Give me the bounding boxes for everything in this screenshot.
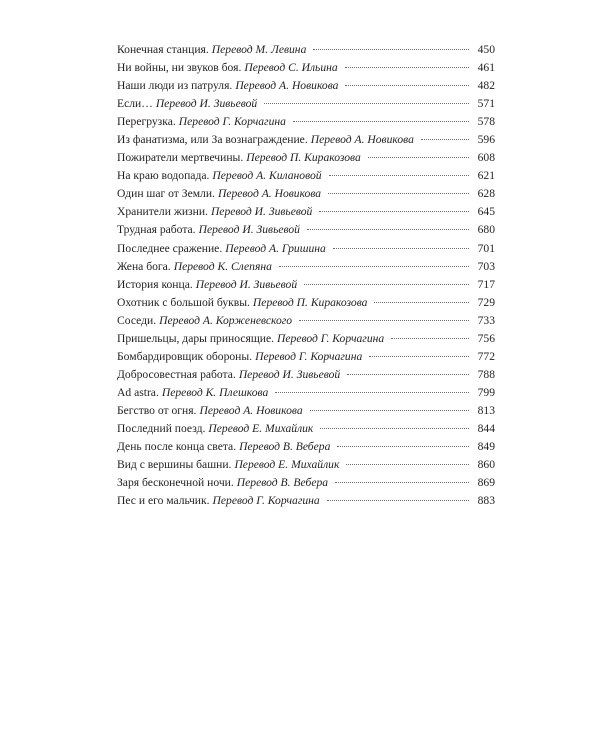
dot-leader — [293, 121, 469, 122]
entry-title: Пришельцы, дары приносящие. — [117, 331, 274, 345]
entry-title: Бомбардировщик обороны. — [117, 349, 253, 363]
entry-translator: Перевод К. Слепяна — [173, 259, 272, 273]
entry-translator: Перевод П. Киракозова — [252, 295, 368, 309]
toc-entry — [117, 185, 495, 203]
entry-title: Ни войны, ни звуков боя. — [117, 61, 242, 75]
dot-leader — [264, 103, 469, 104]
entry-title: Хранители жизни. — [117, 205, 208, 219]
entry-translator: Перевод А. Новикова — [310, 133, 414, 147]
entry-page-number: 461 — [477, 61, 495, 75]
dot-leader — [320, 428, 469, 429]
entry-title: Охотник с большой буквы. — [117, 295, 250, 309]
dot-leader — [345, 85, 469, 86]
entry-translator: Перевод А. Корженевского — [159, 313, 293, 327]
dot-leader — [421, 139, 469, 140]
dot-leader — [345, 67, 469, 68]
entry-title: Бегство от огня. — [117, 403, 197, 417]
toc-entry — [117, 95, 495, 113]
dot-leader — [327, 500, 469, 501]
entry-page-number: 571 — [477, 97, 495, 111]
entry-translator: Перевод Г. Корчагина — [178, 115, 286, 129]
entry-translator: Перевод М. Левина — [211, 43, 307, 56]
entry-title: Трудная работа. — [117, 223, 196, 237]
dot-leader — [346, 464, 469, 465]
entry-page-number: 733 — [477, 313, 495, 327]
entry-page-number: 450 — [477, 43, 495, 56]
entry-page-number: 703 — [477, 259, 495, 273]
table-of-contents — [117, 41, 495, 510]
toc-entry — [117, 330, 495, 348]
dot-leader — [275, 392, 469, 393]
toc-entry — [117, 41, 495, 59]
dot-leader — [307, 229, 469, 230]
entry-page-number: 621 — [477, 169, 495, 183]
entry-title: Перегрузка. — [117, 115, 176, 129]
entry-translator: Перевод А. Новикова — [199, 403, 303, 417]
entry-page-number: 596 — [477, 133, 495, 147]
dot-leader — [313, 49, 469, 50]
toc-entry — [117, 149, 495, 167]
entry-translator: Перевод С. Ильина — [244, 61, 338, 75]
toc-entry — [117, 221, 495, 239]
toc-entry — [117, 240, 495, 258]
toc-entry — [117, 131, 495, 149]
toc-entry — [117, 294, 495, 312]
dot-leader — [369, 356, 469, 357]
entry-page-number: 799 — [477, 385, 495, 399]
entry-translator: Перевод И. Зивьевой — [155, 97, 258, 111]
entry-translator: Перевод А. Новикова — [235, 79, 339, 93]
entry-title: Последний поезд. — [117, 421, 206, 435]
dot-leader — [299, 320, 469, 321]
entry-page-number: 608 — [477, 151, 495, 165]
toc-entry — [117, 258, 495, 276]
entry-translator: Перевод А. Гришина — [225, 241, 326, 255]
entry-page-number: 729 — [477, 295, 495, 309]
toc-entry — [117, 456, 495, 474]
toc-entry — [117, 59, 495, 77]
dot-leader — [391, 338, 469, 339]
entry-translator: Перевод Е. Михайлик — [234, 458, 340, 472]
entry-title: Один шаг от Земли. — [117, 187, 215, 201]
toc-entry — [117, 492, 495, 510]
dot-leader — [337, 446, 469, 447]
entry-page-number: 788 — [477, 367, 495, 381]
entry-translator: Перевод И. Зивьевой — [198, 223, 300, 237]
dot-leader — [304, 284, 469, 285]
entry-page-number: 482 — [477, 79, 495, 93]
toc-entry — [117, 438, 495, 456]
entry-page-number: 578 — [477, 115, 495, 129]
entry-title: Соседи. — [117, 313, 157, 327]
entry-title: Пожиратели мертвечины. — [117, 151, 244, 165]
entry-page-number: 860 — [477, 458, 495, 472]
entry-page-number: 701 — [477, 241, 495, 255]
entry-page-number: 756 — [477, 331, 495, 345]
toc-entry — [117, 113, 495, 131]
entry-title: Наши люди из патруля. — [117, 79, 233, 93]
entry-translator: Перевод П. Киракозова — [246, 151, 361, 165]
entry-page-number: 849 — [477, 440, 495, 454]
dot-leader — [347, 374, 469, 375]
entry-translator: Перевод К. Плешкова — [161, 385, 269, 399]
toc-entry — [117, 366, 495, 384]
dot-leader — [310, 410, 469, 411]
entry-translator: Перевод В. Вебера — [236, 476, 329, 490]
entry-translator: Перевод А. Килановой — [212, 169, 322, 183]
toc-entry — [117, 167, 495, 185]
toc-entry — [117, 312, 495, 330]
entry-translator: Перевод Г. Корчагина — [277, 331, 385, 345]
dot-leader — [333, 248, 469, 249]
entry-translator: Перевод Г. Корчагина — [212, 494, 320, 508]
entry-translator: Перевод И. Зивьевой — [195, 277, 298, 291]
entry-page-number: 645 — [477, 205, 495, 219]
toc-entry — [117, 474, 495, 492]
entry-page-number: 717 — [477, 277, 495, 291]
dot-leader — [328, 193, 469, 194]
toc-entry — [117, 420, 495, 438]
entry-page-number: 680 — [477, 223, 495, 237]
entry-title: Заря бесконечной ночи. — [117, 476, 234, 490]
entry-page-number: 883 — [477, 494, 495, 508]
toc-entry — [117, 276, 495, 294]
entry-title: Ad astra. — [117, 385, 159, 399]
entry-title: Из фанатизма, или За вознаграждение. — [117, 133, 308, 147]
dot-leader — [374, 302, 469, 303]
entry-title: День после конца света. — [117, 440, 237, 454]
toc-entry — [117, 77, 495, 95]
entry-title: Пес и его мальчик. — [117, 494, 210, 508]
entry-title: Если… — [117, 97, 153, 111]
dot-leader — [279, 266, 469, 267]
entry-title: Жена бога. — [117, 259, 171, 273]
toc-entry — [117, 348, 495, 366]
entry-title: Вид с вершины башни. — [117, 458, 232, 472]
entry-translator: Перевод В. Вебера — [239, 440, 331, 454]
entry-translator: Перевод Г. Корчагина — [255, 349, 363, 363]
entry-title: Последнее сражение. — [117, 241, 223, 255]
entry-page-number: 844 — [477, 421, 495, 435]
toc-entry — [117, 384, 495, 402]
entry-page-number: 772 — [477, 349, 495, 363]
entry-page-number: 813 — [477, 403, 495, 417]
dot-leader — [319, 211, 469, 212]
entry-page-number: 628 — [477, 187, 495, 201]
entry-title: На краю водопада. — [117, 169, 210, 183]
dot-leader — [329, 175, 469, 176]
entry-page-number: 869 — [477, 476, 495, 490]
dot-leader — [335, 482, 469, 483]
entry-translator: Перевод И. Зивьевой — [210, 205, 313, 219]
entry-title: Добросовестная работа. — [117, 367, 236, 381]
entry-title: Конечная станция. — [117, 43, 209, 56]
toc-entry — [117, 402, 495, 420]
entry-title: История конца. — [117, 277, 193, 291]
entry-translator: Перевод Е. Михайлик — [208, 421, 314, 435]
entry-translator: Перевод А. Новикова — [217, 187, 322, 201]
dot-leader — [368, 157, 469, 158]
entry-translator: Перевод И. Зивьевой — [238, 367, 341, 381]
toc-entry — [117, 203, 495, 221]
